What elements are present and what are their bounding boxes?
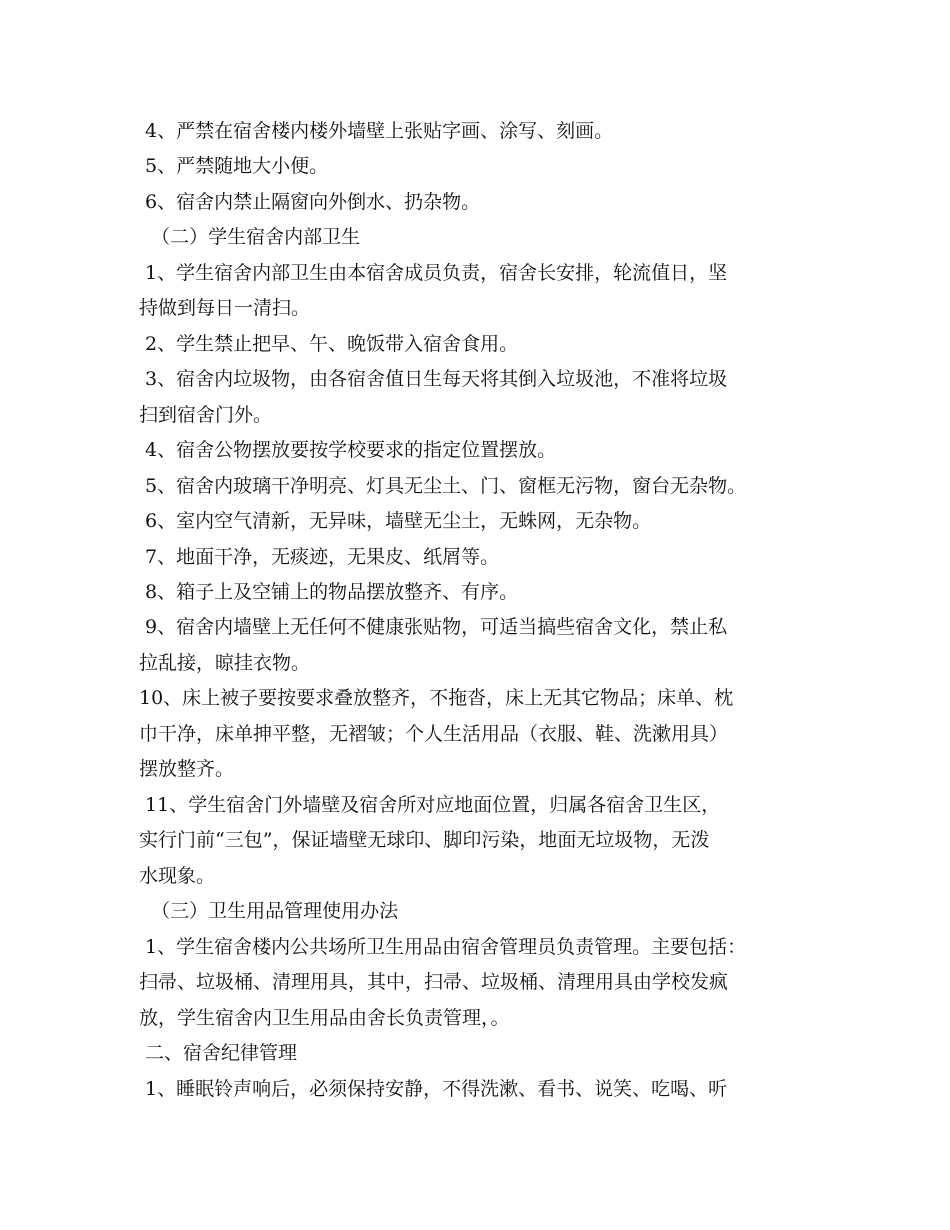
text-line: 11、学生宿舍门外墙壁及宿舍所对应地面位置，归属各宿舍卫生区， <box>139 794 721 816</box>
text-line: 实行门前“三包”，保证墙壁无球印、脚印污染，地面无垃圾物，无泼 <box>139 829 710 851</box>
text-line: 巾干净，床单抻平整，无褶皱；个人生活用品（衣服、鞋、洗漱用具） <box>139 723 729 745</box>
text-line: 6、宿舍内禁止隔窗向外倒水、扔杂物。 <box>139 191 481 213</box>
text-line: 3、宿舍内垃圾物，由各宿舍值日生每天将其倒入垃圾池，不准将垃圾 <box>139 368 728 390</box>
text-line: 拉乱接，晾挂衣物。 <box>139 652 311 674</box>
text-line: 4、宿舍公物摆放要按学校要求的指定位置摆放。 <box>139 439 557 461</box>
text-line: 扫到宿舍门外。 <box>139 404 273 426</box>
text-line: 摆放整齐。 <box>139 758 235 780</box>
text-line: 9、宿舍内墙壁上无任何不健康张贴物，可适当搞些宿舍文化，禁止私 <box>139 616 728 638</box>
text-line: 4、严禁在宿舍楼内楼外墙壁上张贴字画、涂写、刻画。 <box>139 120 614 142</box>
text-line: 7、地面干净，无痰迹，无果皮、纸屑等。 <box>139 546 500 568</box>
text-line: 水现象。 <box>139 865 216 887</box>
text-line: 1、学生宿舍内部卫生由本宿舍成员负责，宿舍长安排，轮流值日，坚 <box>139 262 728 284</box>
text-line: 持做到每日一清扫。 <box>139 297 311 319</box>
text-line: 1、学生宿舍楼内公共场所卫生用品由宿舍管理员负责管理。主要包括： <box>139 936 747 958</box>
text-line: 5、宿舍内玻璃干净明亮、灯具无尘土、门、窗框无污物，窗台无杂物。 <box>139 475 747 497</box>
text-line: 8、箱子上及空铺上的物品摆放整齐、有序。 <box>139 581 519 603</box>
section-heading: （三）卫生用品管理使用办法 <box>139 900 399 922</box>
text-line: 2、学生禁止把早、午、晚饭带入宿舍食用。 <box>139 333 519 355</box>
text-line: 扫帚、垃圾桶、清理用具，其中，扫帚、垃圾桶、清理用具由学校发疯 <box>139 971 729 993</box>
text-line: 放，学生宿舍内卫生用品由舍长负责管理，。 <box>139 1007 510 1029</box>
section-heading: （二）学生宿舍内部卫生 <box>139 226 361 248</box>
section-heading: 二、宿舍纪律管理 <box>139 1042 298 1064</box>
text-line: 1、睡眠铃声响后，必须保持安静，不得洗漱、看书、说笑、吃喝、听 <box>139 1078 728 1100</box>
text-line: 5、严禁随地大小便。 <box>139 155 329 177</box>
text-line: 10、床上被子要按要求叠放整齐，不拖沓，床上无其它物品；床单、枕 <box>139 687 734 709</box>
text-line: 6、室内空气清新，无异味，墙壁无尘土，无蛛网，无杂物。 <box>139 510 652 532</box>
